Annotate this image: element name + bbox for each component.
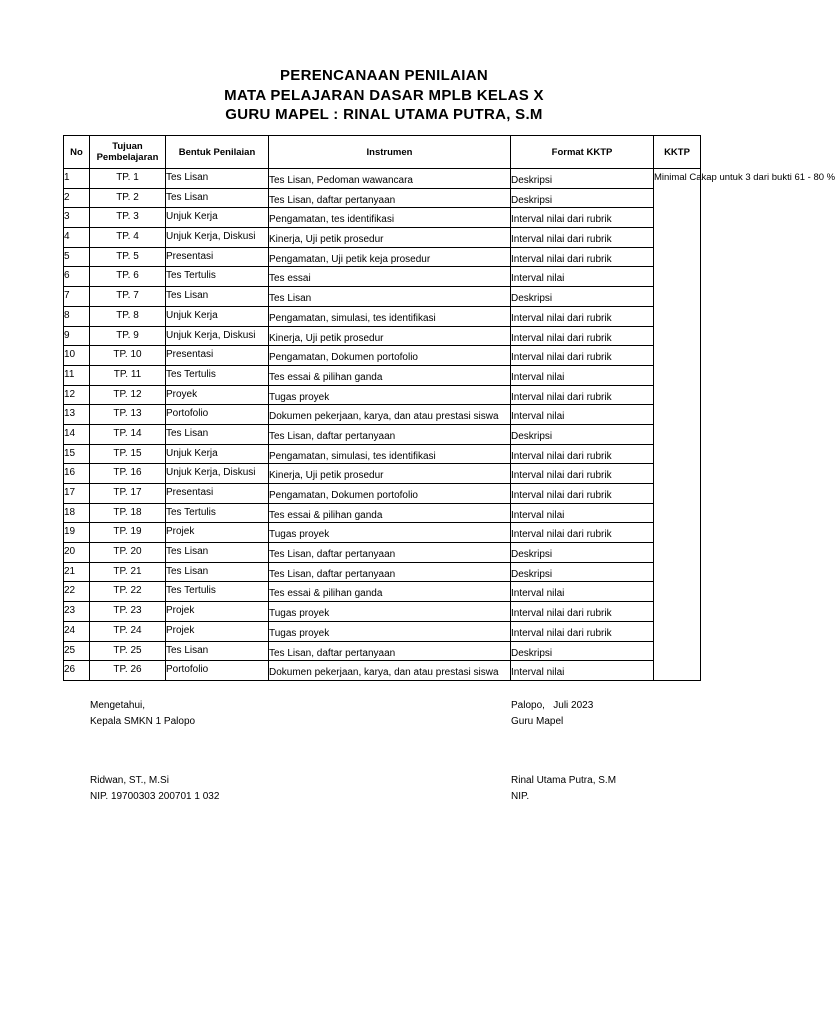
cell-bentuk-penilaian: Projek xyxy=(166,523,269,543)
cell-tujuan-pembelajaran: TP. 9 xyxy=(90,326,166,346)
cell-format-kktp-text: Interval nilai xyxy=(511,667,565,679)
cell-instrumen xyxy=(269,169,511,189)
cell-instrumen xyxy=(269,208,511,228)
signature-right xyxy=(511,698,593,730)
signature-right-name-block xyxy=(511,773,616,805)
cell-no: 24 xyxy=(64,621,90,641)
cell-instrumen xyxy=(269,326,511,346)
cell-bentuk-penilaian: Tes Lisan xyxy=(166,188,269,208)
cell-instrumen xyxy=(269,444,511,464)
cell-tujuan-pembelajaran: TP. 6 xyxy=(90,267,166,287)
cell-no: 21 xyxy=(64,562,90,582)
cell-format-kktp-text: Interval nilai dari rubrik xyxy=(511,490,612,501)
table-row xyxy=(64,562,701,582)
cell-format-kktp xyxy=(511,208,654,228)
cell-instrumen xyxy=(269,661,511,681)
table-row xyxy=(64,169,701,189)
cell-format-kktp-text: Deskripsi xyxy=(511,549,553,561)
cell-bentuk-penilaian: Tes Tertulis xyxy=(166,365,269,385)
cell-instrumen-text: Tes Lisan, daftar pertanyaan xyxy=(269,549,396,561)
cell-format-kktp xyxy=(511,346,654,366)
cell-bentuk-penilaian: Unjuk Kerja, Diskusi xyxy=(166,464,269,484)
cell-tujuan-pembelajaran: TP. 26 xyxy=(90,661,166,681)
cell-format-kktp-text: Deskripsi xyxy=(511,430,553,442)
table-row xyxy=(64,503,701,523)
cell-no: 7 xyxy=(64,287,90,307)
sig-right-nip: NIP. xyxy=(511,791,530,802)
cell-instrumen-text: Tes Lisan, daftar pertanyaan xyxy=(269,430,396,442)
cell-format-kktp xyxy=(511,424,654,444)
header-instrumen: Instrumen xyxy=(269,136,511,169)
cell-instrumen xyxy=(269,424,511,444)
cell-instrumen-text: Tes Lisan, daftar pertanyaan xyxy=(269,647,396,659)
cell-instrumen-text: Tugas proyek xyxy=(269,529,330,541)
table-row xyxy=(64,484,701,504)
cell-instrumen-text: Pengamatan, tes identifikasi xyxy=(269,214,395,226)
table-row xyxy=(64,523,701,543)
sig-left-line2: Kepala SMKN 1 Palopo xyxy=(90,716,196,727)
cell-tujuan-pembelajaran: TP. 20 xyxy=(90,543,166,563)
cell-bentuk-penilaian: Portofolio xyxy=(166,661,269,681)
cell-instrumen xyxy=(269,287,511,307)
cell-tujuan-pembelajaran: TP. 10 xyxy=(90,346,166,366)
cell-bentuk-penilaian: Projek xyxy=(166,602,269,622)
cell-no: 16 xyxy=(64,464,90,484)
cell-tujuan-pembelajaran: TP. 19 xyxy=(90,523,166,543)
document-title xyxy=(0,66,768,125)
cell-instrumen xyxy=(269,503,511,523)
signature-left-name-block xyxy=(90,773,219,805)
cell-bentuk-penilaian: Tes Lisan xyxy=(166,287,269,307)
cell-no: 15 xyxy=(64,444,90,464)
cell-format-kktp-text: Interval nilai dari rubrik xyxy=(511,214,612,226)
cell-instrumen xyxy=(269,306,511,326)
cell-format-kktp xyxy=(511,464,654,484)
table-row xyxy=(64,228,701,248)
table-row xyxy=(64,385,701,405)
cell-format-kktp xyxy=(511,267,654,287)
cell-format-kktp-text: Deskripsi xyxy=(511,568,553,580)
cell-bentuk-penilaian: Portofolio xyxy=(166,405,269,425)
header-format-kktp: Format KKTP xyxy=(511,136,654,169)
sig-left-nip: NIP. 19700303 200701 1 032 xyxy=(90,791,220,802)
cell-instrumen-text: Kinerja, Uji petik prosedur xyxy=(269,234,384,246)
cell-bentuk-penilaian: Tes Tertulis xyxy=(166,267,269,287)
cell-format-kktp xyxy=(511,365,654,385)
cell-tujuan-pembelajaran: TP. 23 xyxy=(90,602,166,622)
cell-tujuan-pembelajaran: TP. 15 xyxy=(90,444,166,464)
cell-instrumen xyxy=(269,188,511,208)
cell-kktp-criteria: Minimal Cakap untuk 3 dari bukti 61 - 80 % xyxy=(654,169,701,681)
cell-format-kktp-text: Interval nilai dari rubrik xyxy=(511,450,612,462)
cell-format-kktp xyxy=(511,385,654,405)
cell-instrumen xyxy=(269,228,511,248)
title-line-1: PERENCANAAN PENILAIAN xyxy=(280,67,488,84)
cell-no: 9 xyxy=(64,326,90,346)
cell-format-kktp-text: Interval nilai dari rubrik xyxy=(511,391,612,403)
cell-format-kktp xyxy=(511,503,654,523)
title-line-2: MATA PELAJARAN DASAR MPLB KELAS X xyxy=(224,86,544,104)
cell-no: 2 xyxy=(64,188,90,208)
cell-no: 14 xyxy=(64,424,90,444)
cell-no: 17 xyxy=(64,484,90,504)
cell-instrumen xyxy=(269,543,511,563)
cell-no: 20 xyxy=(64,543,90,563)
cell-bentuk-penilaian: Presentasi xyxy=(166,247,269,267)
assessment-table xyxy=(63,135,835,681)
cell-instrumen-text: Pengamatan, simulasi, tes identifikasi xyxy=(269,312,436,324)
cell-instrumen xyxy=(269,346,511,366)
table-row xyxy=(64,346,701,366)
table-row xyxy=(64,267,701,287)
table-row xyxy=(64,464,701,484)
cell-tujuan-pembelajaran: TP. 17 xyxy=(90,484,166,504)
cell-format-kktp-text: Interval nilai xyxy=(511,273,565,285)
header-kktp: KKTP xyxy=(654,136,701,169)
table-row xyxy=(64,621,701,641)
cell-format-kktp-text: Deskripsi xyxy=(511,293,553,305)
sig-left-line1: Mengetahui, xyxy=(90,700,146,711)
cell-instrumen-text: Tugas proyek xyxy=(269,627,330,639)
cell-format-kktp xyxy=(511,602,654,622)
cell-format-kktp-text: Interval nilai dari rubrik xyxy=(511,312,612,324)
cell-bentuk-penilaian: Tes Lisan xyxy=(166,641,269,661)
signature-left xyxy=(90,698,195,730)
cell-no: 6 xyxy=(64,267,90,287)
cell-bentuk-penilaian: Tes Lisan xyxy=(166,424,269,444)
cell-no: 11 xyxy=(64,365,90,385)
cell-tujuan-pembelajaran: TP. 13 xyxy=(90,405,166,425)
cell-no: 1 xyxy=(64,169,90,189)
cell-bentuk-penilaian: Presentasi xyxy=(166,346,269,366)
cell-bentuk-penilaian: Presentasi xyxy=(166,484,269,504)
cell-no: 19 xyxy=(64,523,90,543)
cell-no: 18 xyxy=(64,503,90,523)
cell-format-kktp-text: Interval nilai dari rubrik xyxy=(511,234,612,246)
cell-instrumen-text: Tes essai & pilihan ganda xyxy=(269,509,383,521)
cell-no: 23 xyxy=(64,602,90,622)
cell-no: 25 xyxy=(64,641,90,661)
cell-format-kktp-text: Interval nilai dari rubrik xyxy=(511,352,612,364)
cell-instrumen xyxy=(269,582,511,602)
table-row xyxy=(64,287,701,307)
cell-bentuk-penilaian: Unjuk Kerja, Diskusi xyxy=(166,228,269,248)
cell-bentuk-penilaian: Tes Tertulis xyxy=(166,503,269,523)
cell-tujuan-pembelajaran: TP. 14 xyxy=(90,424,166,444)
cell-bentuk-penilaian: Tes Lisan xyxy=(166,562,269,582)
table-row xyxy=(64,326,701,346)
cell-format-kktp xyxy=(511,169,654,189)
cell-instrumen-text: Tes essai xyxy=(269,273,311,285)
sig-left-name: Ridwan, ST., M.Si xyxy=(90,775,169,786)
cell-no: 13 xyxy=(64,405,90,425)
cell-no: 26 xyxy=(64,661,90,681)
cell-instrumen-text: Tugas proyek xyxy=(269,391,330,403)
cell-tujuan-pembelajaran: TP. 12 xyxy=(90,385,166,405)
cell-bentuk-penilaian: Tes Lisan xyxy=(166,169,269,189)
header-no: No xyxy=(64,136,90,169)
cell-format-kktp-text: Interval nilai dari rubrik xyxy=(511,627,612,639)
table-row xyxy=(64,365,701,385)
cell-bentuk-penilaian: Unjuk Kerja, Diskusi xyxy=(166,326,269,346)
cell-instrumen xyxy=(269,464,511,484)
cell-instrumen xyxy=(269,247,511,267)
cell-tujuan-pembelajaran: TP. 1 xyxy=(90,169,166,189)
cell-format-kktp xyxy=(511,228,654,248)
cell-instrumen-text: Tes Lisan, daftar pertanyaan xyxy=(269,194,396,206)
cell-format-kktp-text: Interval nilai xyxy=(511,411,565,423)
table-row xyxy=(64,247,701,267)
cell-instrumen xyxy=(269,562,511,582)
cell-no: 8 xyxy=(64,306,90,326)
cell-bentuk-penilaian: Tes Tertulis xyxy=(166,582,269,602)
cell-format-kktp-text: Deskripsi xyxy=(511,175,553,186)
cell-instrumen xyxy=(269,365,511,385)
cell-format-kktp-text: Interval nilai dari rubrik xyxy=(511,470,612,482)
cell-bentuk-penilaian: Proyek xyxy=(166,385,269,405)
cell-bentuk-penilaian: Unjuk Kerja xyxy=(166,444,269,464)
table-row xyxy=(64,306,701,326)
cell-format-kktp-text: Interval nilai dari rubrik xyxy=(511,332,612,344)
cell-format-kktp xyxy=(511,562,654,582)
cell-instrumen xyxy=(269,385,511,405)
cell-no: 10 xyxy=(64,346,90,366)
cell-instrumen-text: Tes essai & pilihan ganda xyxy=(269,371,383,383)
cell-bentuk-penilaian: Unjuk Kerja xyxy=(166,208,269,228)
cell-format-kktp xyxy=(511,582,654,602)
table-row xyxy=(64,424,701,444)
cell-tujuan-pembelajaran: TP. 2 xyxy=(90,188,166,208)
cell-instrumen-text: Pengamatan, simulasi, tes identifikasi xyxy=(269,450,436,462)
cell-format-kktp-text: Interval nilai xyxy=(511,509,565,521)
cell-tujuan-pembelajaran: TP. 16 xyxy=(90,464,166,484)
cell-instrumen-text: Kinerja, Uji petik prosedur xyxy=(269,470,384,482)
table-header-row xyxy=(64,136,701,169)
cell-no: 3 xyxy=(64,208,90,228)
cell-no: 4 xyxy=(64,228,90,248)
cell-format-kktp xyxy=(511,405,654,425)
cell-tujuan-pembelajaran: TP. 7 xyxy=(90,287,166,307)
cell-instrumen-text: Tugas proyek xyxy=(269,608,330,620)
table-row xyxy=(64,444,701,464)
cell-instrumen-text: Tes Lisan, daftar pertanyaan xyxy=(269,568,396,580)
cell-format-kktp-text: Interval nilai xyxy=(511,588,565,600)
cell-instrumen xyxy=(269,405,511,425)
cell-format-kktp xyxy=(511,523,654,543)
table-row xyxy=(64,661,701,681)
cell-instrumen-text: Tes essai & pilihan ganda xyxy=(269,588,383,600)
cell-instrumen xyxy=(269,484,511,504)
cell-tujuan-pembelajaran: TP. 8 xyxy=(90,306,166,326)
cell-format-kktp-text: Interval nilai dari rubrik xyxy=(511,529,612,541)
cell-instrumen-text: Dokumen pekerjaan, karya, dan atau prestasi siswa xyxy=(269,667,499,679)
cell-instrumen-text: Pengamatan, Dokumen portofolio xyxy=(269,352,418,364)
table-row xyxy=(64,602,701,622)
cell-no: 22 xyxy=(64,582,90,602)
cell-format-kktp-text: Deskripsi xyxy=(511,194,553,206)
sig-right-name: Rinal Utama Putra, S.M xyxy=(511,775,617,786)
cell-format-kktp xyxy=(511,621,654,641)
table-row xyxy=(64,208,701,228)
cell-format-kktp xyxy=(511,444,654,464)
cell-format-kktp xyxy=(511,188,654,208)
cell-instrumen-text: Kinerja, Uji petik prosedur xyxy=(269,332,384,344)
cell-instrumen-text: Dokumen pekerjaan, karya, dan atau prestasi siswa xyxy=(269,411,499,423)
cell-format-kktp-text: Interval nilai dari rubrik xyxy=(511,608,612,620)
cell-instrumen-text: Pengamatan, Dokumen portofolio xyxy=(269,490,418,501)
cell-tujuan-pembelajaran: TP. 4 xyxy=(90,228,166,248)
cell-instrumen xyxy=(269,602,511,622)
cell-instrumen-text: Tes Lisan xyxy=(269,293,312,305)
cell-format-kktp-text: Interval nilai dari rubrik xyxy=(511,253,612,265)
sig-right-line1: Palopo, Juli 2023 xyxy=(511,700,594,711)
cell-instrumen-text: Tes Lisan, Pedoman wawancara xyxy=(269,175,413,186)
cell-no: 12 xyxy=(64,385,90,405)
cell-format-kktp xyxy=(511,247,654,267)
table-row xyxy=(64,405,701,425)
table-row xyxy=(64,641,701,661)
cell-tujuan-pembelajaran: TP. 24 xyxy=(90,621,166,641)
sig-right-line2: Guru Mapel xyxy=(511,716,564,727)
table-row xyxy=(64,582,701,602)
cell-tujuan-pembelajaran: TP. 21 xyxy=(90,562,166,582)
cell-bentuk-penilaian: Tes Lisan xyxy=(166,543,269,563)
cell-format-kktp xyxy=(511,306,654,326)
cell-tujuan-pembelajaran: TP. 3 xyxy=(90,208,166,228)
cell-instrumen-text: Pengamatan, Uji petik keja prosedur xyxy=(269,253,431,265)
table-row xyxy=(64,188,701,208)
cell-format-kktp-text: Interval nilai xyxy=(511,371,565,383)
cell-instrumen xyxy=(269,621,511,641)
cell-bentuk-penilaian: Unjuk Kerja xyxy=(166,306,269,326)
cell-format-kktp xyxy=(511,543,654,563)
cell-bentuk-penilaian: Projek xyxy=(166,621,269,641)
cell-format-kktp xyxy=(511,326,654,346)
cell-instrumen xyxy=(269,523,511,543)
header-tujuan-pembelajaran: Tujuan Pembelajaran xyxy=(90,136,166,169)
title-line-3: GURU MAPEL : RINAL UTAMA PUTRA, S.M xyxy=(225,106,543,123)
cell-tujuan-pembelajaran: TP. 22 xyxy=(90,582,166,602)
cell-format-kktp xyxy=(511,287,654,307)
cell-no: 5 xyxy=(64,247,90,267)
cell-tujuan-pembelajaran: TP. 11 xyxy=(90,365,166,385)
table-body xyxy=(64,169,835,681)
cell-tujuan-pembelajaran: TP. 25 xyxy=(90,641,166,661)
cell-format-kktp xyxy=(511,641,654,661)
table-row xyxy=(64,543,701,563)
cell-tujuan-pembelajaran: TP. 18 xyxy=(90,503,166,523)
cell-format-kktp xyxy=(511,484,654,504)
cell-instrumen xyxy=(269,267,511,287)
header-bentuk-penilaian: Bentuk Penilaian xyxy=(166,136,269,169)
cell-format-kktp xyxy=(511,661,654,681)
cell-instrumen xyxy=(269,641,511,661)
cell-tujuan-pembelajaran: TP. 5 xyxy=(90,247,166,267)
cell-format-kktp-text: Deskripsi xyxy=(511,647,553,659)
